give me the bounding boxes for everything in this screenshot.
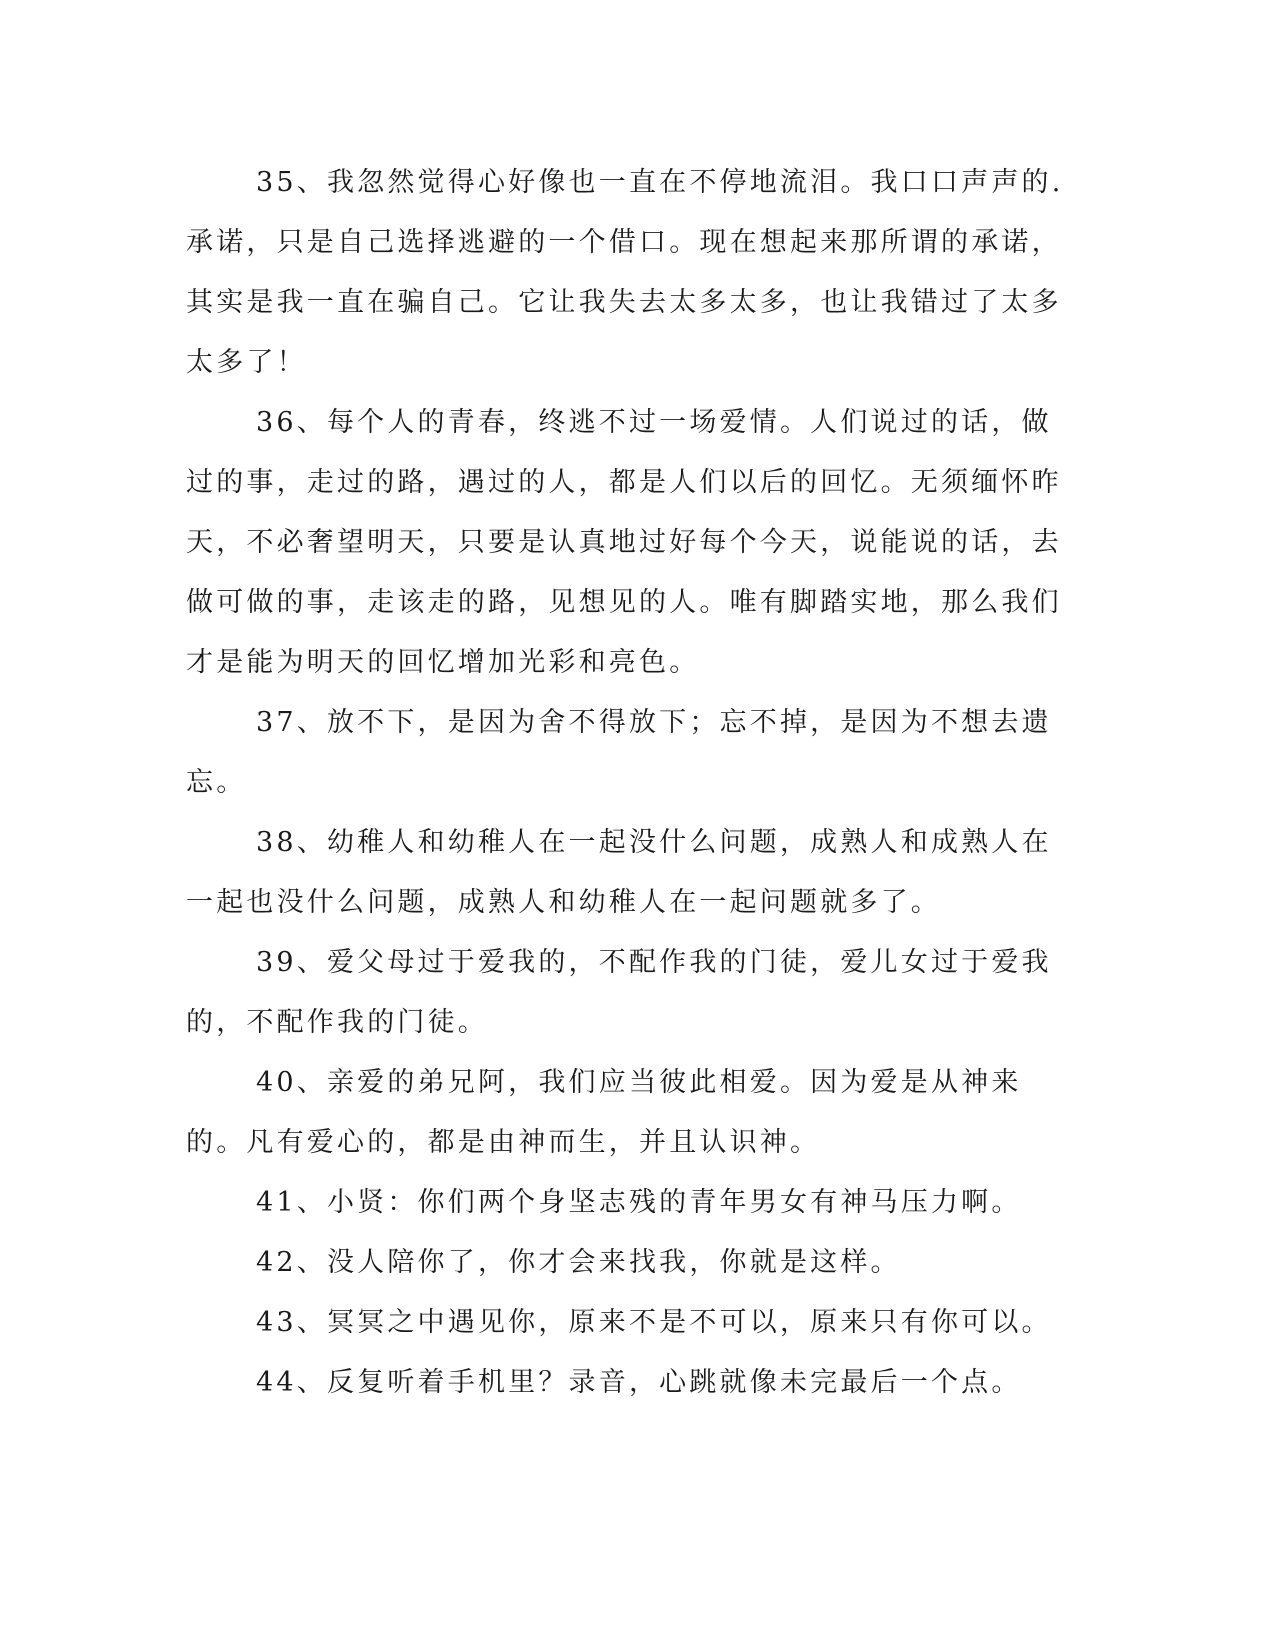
paragraph-38: 38、幼稚人和幼稚人在一起没什么问题，成熟人和成熟人在一起也没什么问题，成熟人和幼稚人在一起问题就多了。 xyxy=(186,827,1052,918)
paragraph-40: 40、亲爱的弟兄阿，我们应当彼此相爱。因为爱是从神来的。凡有爱心的，都是由神而生，并且认识神。 xyxy=(186,1067,1022,1158)
paragraph-42: 42、没人陪你了，你才会来找我，你就是这样。 xyxy=(256,1247,901,1278)
paragraph-37: 37、放不下，是因为舍不得放下；忘不掉，是因为不想去遗忘。 xyxy=(186,707,1052,798)
paragraph-36: 36、每个人的青春，终逃不过一场爱情。人们说过的话，做过的事，走过的路，遇过的人，都是人们以后的回忆。无须缅怀昨天，不必奢望明天，只要是认真地过好每个今天，说能说的话，去做可做的事，走该走的路，见想见的人。唯有脚踏实地，那么我们才是能为明天的回忆增加光彩和亮色。 xyxy=(186,407,1062,678)
paragraph-41: 41、小贤：你们两个身坚志残的青年男女有神马压力啊。 xyxy=(256,1187,1022,1218)
document-body xyxy=(186,153,1066,1413)
paragraph-39: 39、爱父母过于爱我的，不配作我的门徒，爱儿女过于爱我的，不配作我的门徒。 xyxy=(186,947,1052,1038)
paragraph-43: 43、冥冥之中遇见你，原来不是不可以，原来只有你可以。 xyxy=(256,1307,1052,1338)
paragraph-44: 44、反复听着手机里？录音，心跳就像未完最后一个点。 xyxy=(256,1367,1022,1398)
paragraph-35: 35、我忽然觉得心好像也一直在不停地流泪。我口口声声的.承诺，只是自己选择逃避的一个借口。现在想起来那所谓的承诺，其实是我一直在骗自己。它让我失去太多太多，也让我错过了太多太多了！ xyxy=(186,167,1064,378)
